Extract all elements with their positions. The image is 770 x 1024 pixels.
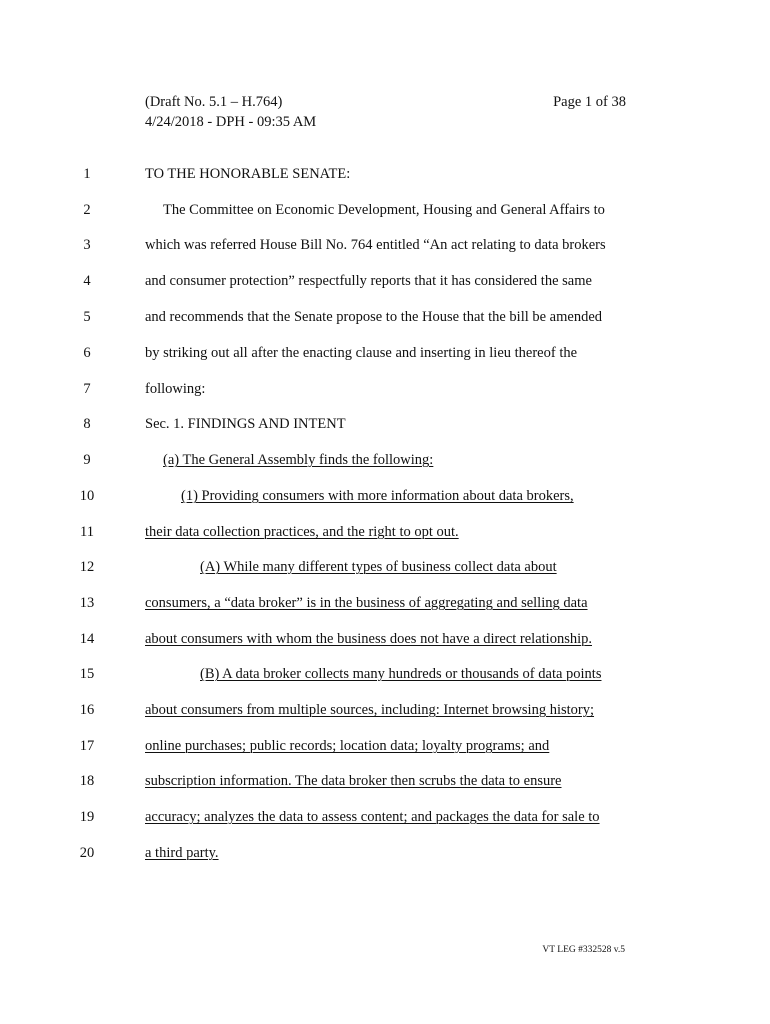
line-text-added: accuracy; analyzes the data to assess content; and packages the data for sale to — [145, 809, 600, 825]
line-number: 3 — [83, 237, 91, 253]
document-line — [0, 521, 770, 543]
document-line — [0, 234, 770, 256]
draft-number: (Draft No. 5.1 – H.764) — [145, 94, 283, 110]
line-text-added: about consumers from multiple sources, including: Internet browsing history; — [145, 702, 595, 718]
draft-date: 4/24/2018 - DPH - 09:35 AM — [145, 114, 317, 130]
line-number: 6 — [83, 345, 91, 361]
line-number: 14 — [79, 631, 95, 647]
line-number: 10 — [79, 488, 95, 504]
line-text-added: (B) A data broker collects many hundreds or thousands of data points — [200, 666, 602, 682]
line-text-added: online purchases; public records; location data; loyalty programs; and — [145, 738, 550, 754]
line-number: 2 — [83, 202, 91, 218]
document-line — [0, 592, 770, 614]
document-line — [0, 342, 770, 364]
line-text-added: a third party. — [145, 845, 219, 861]
line-text-added: (a) The General Assembly finds the following: — [163, 452, 434, 468]
document-line — [0, 378, 770, 400]
document-line — [0, 449, 770, 471]
line-text-added: about consumers with whom the business does not have a direct relationship. — [145, 631, 592, 647]
line-text-added: subscription information. The data broker then scrubs the data to ensure — [145, 773, 562, 789]
document-line — [0, 699, 770, 721]
line-number: 7 — [83, 381, 91, 397]
document-line — [0, 628, 770, 650]
line-text-added: (A) While many different types of business collect data about — [200, 559, 557, 575]
document-line — [0, 485, 770, 507]
line-number: 17 — [79, 738, 95, 754]
line-text-added: consumers, a “data broker” is in the business of aggregating and selling data — [145, 595, 588, 611]
document-line — [0, 663, 770, 685]
line-number: 18 — [79, 773, 95, 789]
page-number: Page 1 of 38 — [553, 94, 626, 110]
line-number: 12 — [79, 559, 95, 575]
document-line — [0, 270, 770, 292]
line-number: 11 — [80, 524, 94, 540]
line-number: 5 — [83, 309, 91, 325]
line-text-added: their data collection practices, and the right to opt out. — [145, 524, 459, 540]
document-line — [0, 735, 770, 757]
document-line — [0, 199, 770, 221]
line-number: 8 — [83, 416, 91, 432]
document-line — [0, 770, 770, 792]
line-text: TO THE HONORABLE SENATE: — [145, 166, 351, 182]
line-text: and recommends that the Senate propose to the House that the bill be amended — [145, 309, 603, 325]
document-line — [0, 163, 770, 185]
document-line — [0, 306, 770, 328]
line-number: 13 — [79, 595, 95, 611]
document-line — [0, 413, 770, 435]
line-text: which was referred House Bill No. 764 entitled “An act relating to data brokers — [145, 237, 606, 253]
section-heading: Sec. 1. FINDINGS AND INTENT — [145, 416, 346, 432]
document-line — [0, 556, 770, 578]
document-line — [0, 806, 770, 828]
line-number: 15 — [79, 666, 95, 682]
line-text-added: (1) Providing consumers with more information about data brokers, — [181, 488, 574, 504]
line-number: 20 — [79, 845, 95, 861]
line-number: 19 — [79, 809, 95, 825]
line-number: 16 — [79, 702, 95, 718]
document-line — [0, 842, 770, 864]
line-text: and consumer protection” respectfully reports that it has considered the same — [145, 273, 592, 289]
document-id-footer: VT LEG #332528 v.5 — [542, 945, 625, 955]
line-number: 9 — [83, 452, 91, 468]
line-text: following: — [145, 381, 206, 397]
line-number: 4 — [83, 273, 91, 289]
line-text: The Committee on Economic Development, Housing and General Affairs to — [163, 202, 605, 218]
line-text: by striking out all after the enacting clause and inserting in lieu thereof the — [145, 345, 578, 361]
line-number: 1 — [83, 166, 91, 182]
